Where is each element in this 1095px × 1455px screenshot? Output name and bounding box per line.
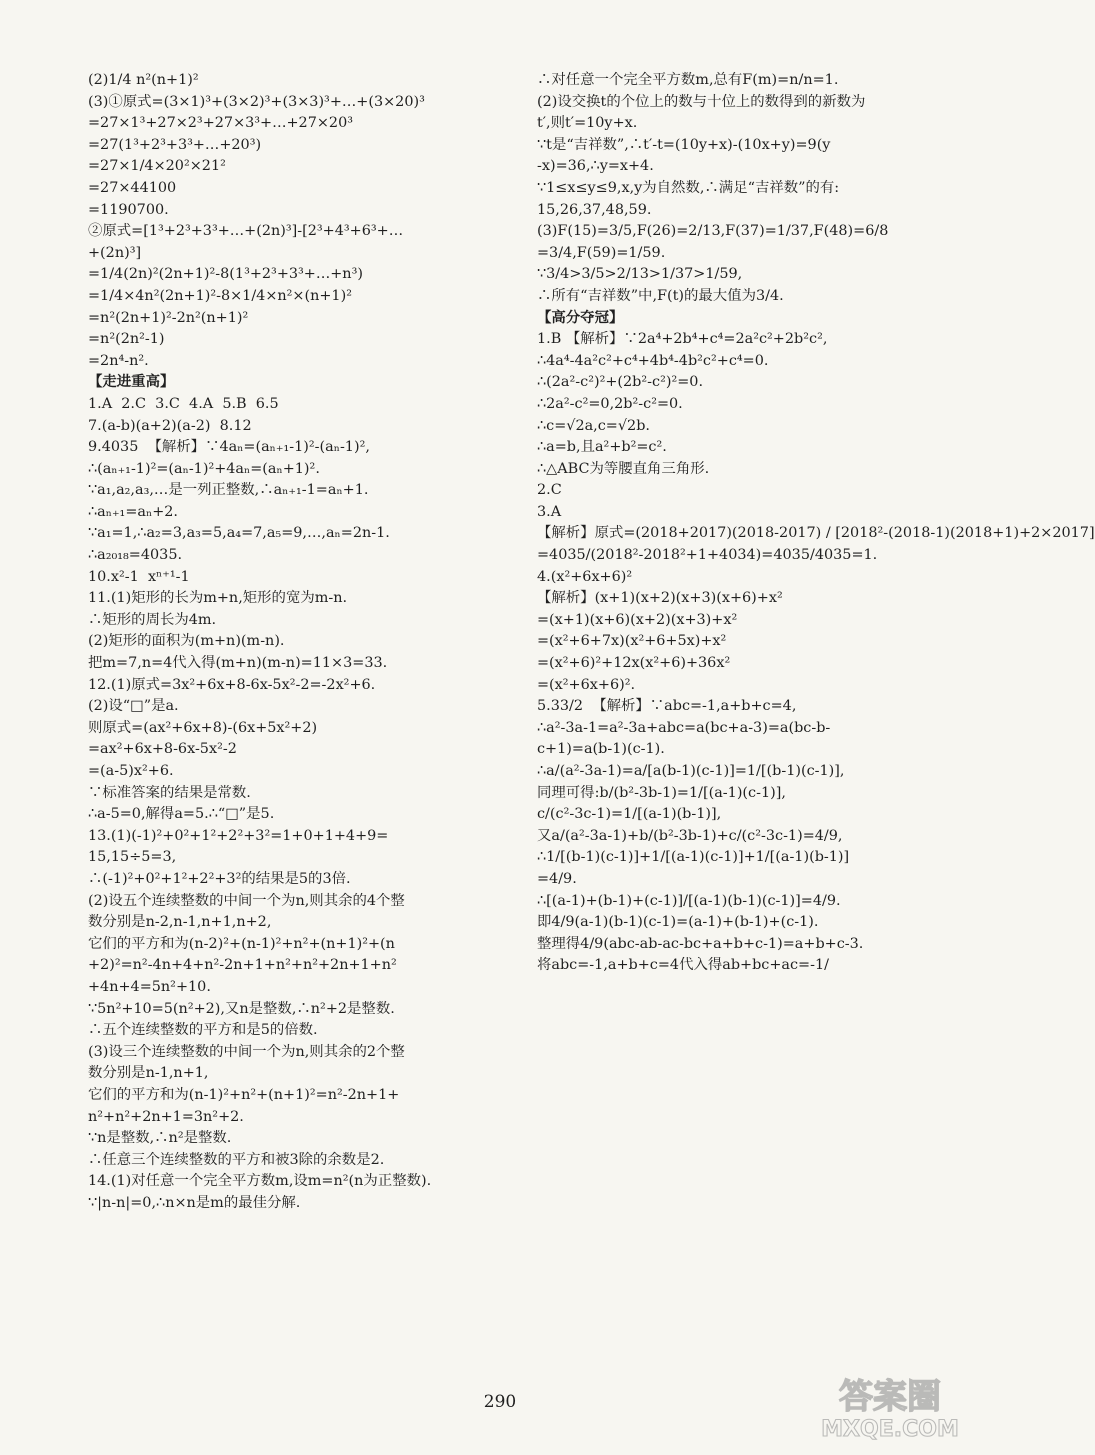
answer-line: ∵a₁=1,∴a₂=3,a₃=5,a₄=7,a₅=9,…,aₙ=2n-1. xyxy=(88,525,390,542)
answer-line: 数分别是n-1,n+1, xyxy=(88,1065,209,1082)
answer-line: =27×1³+27×2³+27×3³+…+27×20³ xyxy=(88,115,354,132)
svg-text:答案圈: 答案圈 xyxy=(839,1377,941,1417)
answer-line: =27×44100 xyxy=(88,179,177,196)
answer-line: c+1)=a(b-1)(c-1). xyxy=(537,741,665,758)
answer-line: 【解析】(x+1)(x+2)(x+3)(x+6)+x² xyxy=(537,590,783,607)
answer-line: =(x²+6+7x)(x²+6+5x)+x² xyxy=(537,633,727,650)
answer-line: ∵t是“吉祥数”,∴t′-t=(10y+x)-(10x+y)=9(y xyxy=(537,136,831,153)
answer-line: =3/4,F(59)=1/59. xyxy=(537,244,666,261)
answer-line: 则原式=(ax²+6x+8)-(6x+5x²+2) xyxy=(88,719,318,736)
answer-line: =n²(2n+1)²-2n²(n+1)² xyxy=(88,309,249,326)
answer-line: ∵a₁,a₂,a₃,…是一列正整数,∴aₙ₊₁-1=aₙ+1. xyxy=(88,482,369,499)
answer-line: (2)1/4 n²(n+1)² xyxy=(88,72,199,88)
answer-line: ∴2a²-c²=0,2b²-c²=0. xyxy=(537,395,683,412)
answer-line: =(x²+6)²+12x(x²+6)+36x² xyxy=(537,655,731,672)
answer-line: =(a-5)x²+6. xyxy=(88,763,174,779)
answer-line: =(x²+6x+6)². xyxy=(537,676,636,693)
answer-line: ∴a₂₀₁₈=4035. xyxy=(88,547,183,564)
answer-line: ∴a-5=0,解得a=5.∴“□”是5. xyxy=(88,806,275,823)
answer-line: ∴a=b,且a²+b²=c². xyxy=(537,439,667,456)
answer-line: ∴1/[(b-1)(c-1)]+1/[(a-1)(c-1)]+1/[(a-1)(b-1)] xyxy=(537,849,850,866)
left-column xyxy=(88,70,498,1214)
answer-line: 4.(x²+6x+6)² xyxy=(537,568,633,585)
answer-line: 13.(1)(-1)²+0²+1²+2²+3²=1+0+1+4+9= xyxy=(88,827,389,844)
answer-line: ∵5n²+10=5(n²+2),又n是整数,∴n²+2是整数. xyxy=(88,1000,395,1017)
answer-line: ∴[(a-1)+(b-1)+(c-1)]/[(a-1)(b-1)(c-1)]=4/9. xyxy=(537,892,841,909)
answer-line: ∵|n-n|=0,∴n×n是m的最佳分解. xyxy=(88,1194,301,1211)
right-column xyxy=(537,70,1095,977)
answer-line: 15,26,37,48,59. xyxy=(537,201,652,218)
answer-line: 数分别是n-2,n-1,n+1,n+2, xyxy=(88,914,272,931)
answer-line: 2.C xyxy=(537,482,562,499)
answer-line: ∴五个连续整数的平方和是5的倍数. xyxy=(88,1022,318,1039)
answer-line: ∴(2a²-c²)²+(2b²-c²)²=0. xyxy=(537,374,704,391)
answer-line: +2)²=n²-4n+4+n²-2n+1+n²+n²+2n+1+n² xyxy=(88,957,397,974)
answer-line: ∴△ABC为等腰直角三角形. xyxy=(537,460,710,477)
answer-line: 3.A xyxy=(537,503,562,520)
answer-line: +4n+4=5n²+10. xyxy=(88,978,211,995)
answer-line: 将abc=-1,a+b+c=4代入得ab+bc+ac=-1/ xyxy=(537,957,829,974)
answer-line: ∵1≤x≤y≤9,x,y为自然数,∴满足“吉祥数”的有: xyxy=(537,179,840,196)
answer-line: 15,15÷5=3, xyxy=(88,849,177,866)
answer-line: ∴a/(a²-3a-1)=a/[a(b-1)(c-1)]=1/[(b-1)(c-1)], xyxy=(537,763,845,779)
answer-line: ∴a²-3a-1=a²-3a+abc=a(bc+a-3)=a(bc-b- xyxy=(537,719,831,736)
answer-line: =1/4(2n)²(2n+1)²-8(1³+2³+3³+…+n³) xyxy=(88,266,363,283)
answer-line: =1/4×4n²(2n+1)²-8×1/4×n²×(n+1)² xyxy=(88,287,352,304)
answer-line: n²+n²+2n+1=3n²+2. xyxy=(88,1108,244,1125)
answer-line: 它们的平方和为(n-1)²+n²+(n+1)²=n²-2n+1+ xyxy=(88,1086,400,1103)
answer-line: ∴(-1)²+0²+1²+2²+3²的结果是5的3倍. xyxy=(88,870,351,887)
answer-line: 即4/9(a-1)(b-1)(c-1)=(a-1)+(b-1)+(c-1). xyxy=(537,914,819,931)
answer-line: 5.33/2 【解析】∵abc=-1,a+b+c=4, xyxy=(537,698,797,715)
answer-line: 1.B 【解析】∵2a⁴+2b⁴+c⁴=2a²c²+2b²c², xyxy=(537,331,828,348)
answer-line: 同理可得:b/(b²-3b-1)=1/[(a-1)(c-1)], xyxy=(537,784,786,801)
answer-line: 【解析】原式=(2018+2017)(2018-2017) / [2018²-(2018-1)(2018+1)+2×2017] xyxy=(537,525,1095,542)
answer-line: 又a/(a²-3a-1)+b/(b²-3b-1)+c/(c²-3c-1)=4/9, xyxy=(537,827,843,844)
answer-line: 把m=7,n=4代入得(m+n)(m-n)=11×3=33. xyxy=(88,655,388,672)
answer-line: =4/9. xyxy=(537,870,577,887)
answer-line: (2)设交换t的个位上的数与十位上的数得到的新数为 xyxy=(537,93,866,110)
answer-line: ∴(aₙ₊₁-1)²=(aₙ-1)²+4aₙ=(aₙ+1)². xyxy=(88,460,320,477)
answer-line: ∴所有“吉祥数”中,F(t)的最大值为3/4. xyxy=(537,287,784,304)
answer-line: 【走进重高】 xyxy=(88,374,175,391)
answer-line: ∴4a⁴-4a²c²+c⁴+4b⁴-4b²c²+c⁴=0. xyxy=(537,352,769,369)
answer-line: (3)F(15)=3/5,F(26)=2/13,F(37)=1/37,F(48)=6/8 xyxy=(537,223,889,240)
answer-line: (3)设三个连续整数的中间一个为n,则其余的2个整 xyxy=(88,1043,405,1060)
page-number: 290 xyxy=(483,1392,517,1412)
answer-line: =2n⁴-n². xyxy=(88,352,149,369)
answer-line: 它们的平方和为(n-2)²+(n-1)²+n²+(n+1)²+(n xyxy=(88,935,395,952)
answer-line: =1190700. xyxy=(88,201,169,218)
answer-line: 1.A 2.C 3.C 4.A 5.B 6.5 xyxy=(88,395,279,412)
answer-line: ∴aₙ₊₁=aₙ+2. xyxy=(88,503,178,520)
answer-line: (3)①原式=(3×1)³+(3×2)³+(3×3)³+…+(3×20)³ xyxy=(88,93,425,110)
answer-line: =4035/(2018²-2018²+1+4034)=4035/4035=1. xyxy=(537,547,878,564)
answer-line: +(2n)³] xyxy=(88,244,142,261)
answer-line: ∴任意三个连续整数的平方和被3除的余数是2. xyxy=(88,1151,385,1168)
answer-line: ∵n是整数,∴n²是整数. xyxy=(88,1130,232,1147)
answer-line: 7.(a-b)(a+2)(a-2) 8.12 xyxy=(88,417,252,434)
answer-line: =ax²+6x+8-6x-5x²-2 xyxy=(88,741,237,758)
answer-line: 【高分夺冠】 xyxy=(537,309,624,326)
answer-line: ∴c=√2a,c=√2b. xyxy=(537,417,650,434)
answer-line: 9.4035 【解析】∵4aₙ=(aₙ₊₁-1)²-(aₙ-1)², xyxy=(88,439,370,456)
answer-line: (2)设五个连续整数的中间一个为n,则其余的4个整 xyxy=(88,892,405,909)
answer-line: (2)矩形的面积为(m+n)(m-n). xyxy=(88,633,285,650)
answer-line: -x)=36,∴y=x+4. xyxy=(537,158,654,175)
answer-line: c/(c²-3c-1)=1/[(a-1)(b-1)], xyxy=(537,806,722,823)
answer-line: 14.(1)对任意一个完全平方数m,设m=n²(n为正整数). xyxy=(88,1173,432,1190)
answer-line: ∵标准答案的结果是常数. xyxy=(88,784,251,801)
answer-line: 整理得4/9(abc-ab-ac-bc+a+b+c-1)=a+b+c-3. xyxy=(537,935,864,952)
answer-line: ∴对任意一个完全平方数m,总有F(m)=n/n=1. xyxy=(537,72,839,88)
answer-line: ∵3/4>3/5>2/13>1/37>1/59, xyxy=(537,266,743,283)
svg-text:MXQE.COM: MXQE.COM xyxy=(821,1417,959,1442)
answer-line: =n²(2n²-1) xyxy=(88,331,165,348)
answer-line: 12.(1)原式=3x²+6x+8-6x-5x²-2=-2x²+6. xyxy=(88,676,376,693)
answer-line: 11.(1)矩形的长为m+n,矩形的宽为m-n. xyxy=(88,590,348,607)
answer-line: (2)设“□”是a. xyxy=(88,698,179,715)
answer-line: t′,则t′=10y+x. xyxy=(537,115,638,132)
answer-line: 10.x²-1 xⁿ⁺¹-1 xyxy=(88,568,190,585)
answer-line: =27(1³+2³+3³+…+20³) xyxy=(88,136,262,153)
answer-line: =27×1/4×20²×21² xyxy=(88,158,226,175)
answer-line: ②原式=[1³+2³+3³+…+(2n)³]-[2³+4³+6³+… xyxy=(88,223,404,240)
answer-line: =(x+1)(x+6)(x+2)(x+3)+x² xyxy=(537,611,738,628)
answer-line: ∴矩形的周长为4m. xyxy=(88,611,217,628)
